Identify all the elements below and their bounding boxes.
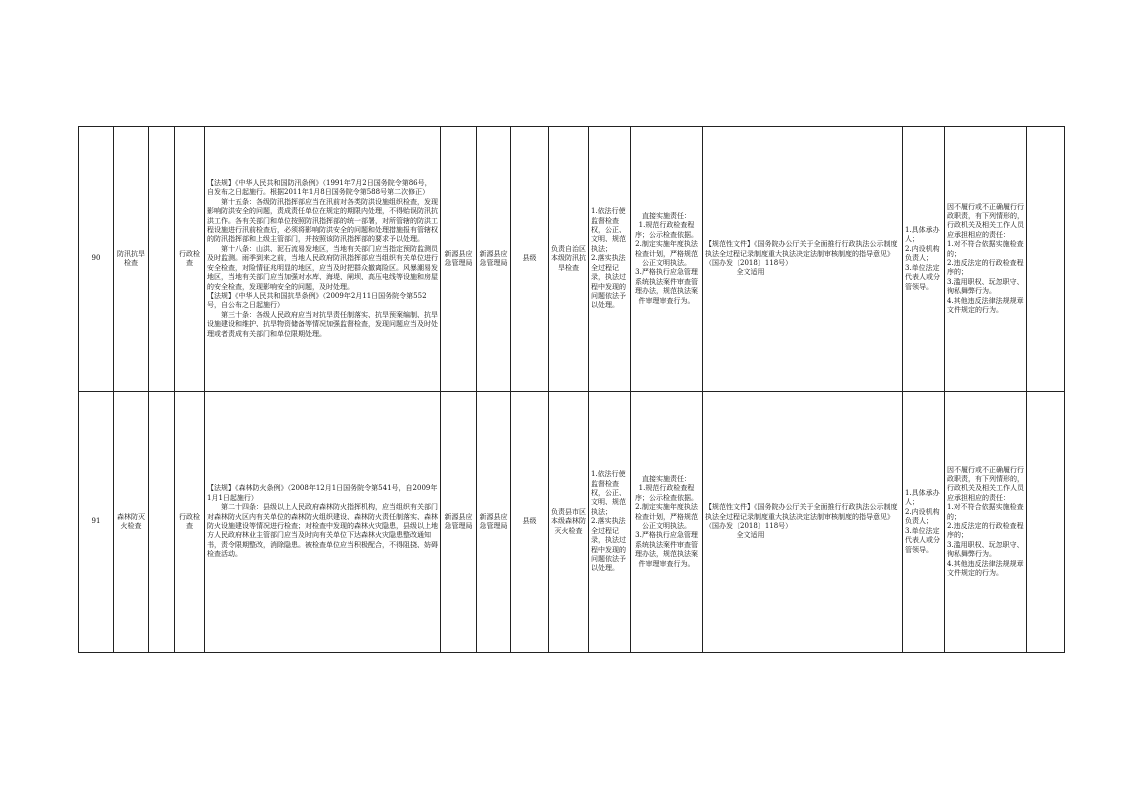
sub-item: 负责自治区本级防汛抗旱检查: [549, 127, 589, 392]
responsibility-line: 2.制定实施年度执法检查计划，严格规范公正文明执法。: [635, 240, 698, 267]
accountability-line: 因不履行或不正确履行行政职责，有下列情形的，行政机关及相关工作人员应承担相应的责任：: [947, 202, 1024, 239]
responsible-subject: [903, 127, 945, 392]
accountability-line: 4.其他违反法律法规规章文件规定的行为。: [947, 559, 1024, 578]
subject-line: 2.内设机构负责人；: [905, 507, 940, 526]
basis-line: 【法规】《森林防火条例》（2008年12月1日国务院令第541号，自2009年1月1日起施行）: [207, 484, 438, 502]
accountability-line: 1.对不符合依据实施检查的；: [947, 503, 1024, 521]
table-row: [79, 127, 1065, 392]
subject-line: 3.单位法定代表人或分管领导。: [905, 526, 940, 554]
basis-line: 【法规】《中华人民共和国抗旱条例》（2009年2月11日国务院令第552号，自公布之日起施行）: [207, 291, 427, 310]
duty-line: 2.落实执法全过程记录，执法过程中发现的问题依法予以处理。: [591, 517, 626, 573]
implementing-department: 新源县应急管理局: [441, 392, 477, 653]
subject-line: 3.单位法定代表人或分管领导。: [905, 263, 940, 291]
normative-document: [703, 392, 903, 653]
empty-cell: [1027, 127, 1065, 392]
accountability-line: 3.滥用职权、玩忽职守、徇私舞弊行为。: [947, 277, 1024, 296]
responsible-subject: [903, 392, 945, 653]
table-row: [79, 392, 1065, 653]
item-type: 行政检查: [175, 392, 205, 653]
basis-line: 第十八条：山洪、泥石流易发地区，当地有关部门应当指定预防监测员及时监测。雨季到来之前，当地人民政府防汛指挥部应当组织有关单位进行安全检查，对险情征兆明显的地区，应当及时把群众撤离险区。风暴潮易发地区，当地有关部门应当加强对水库、海堤、闸坝、高压电线等设施和房屋的安全检查，发现影响安全的问题，及时处理。: [207, 244, 438, 291]
normative-scope: 全文适用: [736, 268, 765, 277]
responsibility-line: 1.规范行政检查程序；公示检查依据。: [635, 221, 698, 239]
normative-document: [703, 127, 903, 392]
responsibility-line: 1.规范行政检查程序；公示检查依据。: [635, 484, 698, 502]
responsible-department: 新源县应急管理局: [477, 392, 511, 653]
duty-list: [589, 127, 631, 392]
duty-list: [589, 392, 631, 653]
basis-line: 第十五条：各级防汛指挥部应当在汛前对各类防洪设施组织检查，发现影响防洪安全的问题，责成责任单位在规定的期限内处理，不得贻误防汛抗洪工作。各有关部门和单位按照防汛指挥部的统一部署，对所管辖的防洪工程设施进行汛前检查后，必须将影响防洪安全的问题和处理措施报有管辖权的防汛指挥部和上级主管部门，并按照该防汛指挥部的要求予以处理。: [207, 197, 438, 244]
duty-line: 2.落实执法全过程记录，执法过程中发现的问题依法予以处理。: [591, 254, 626, 310]
legal-basis: [205, 127, 441, 392]
normative-title: 【规范性文件】《国务院办公厅关于全面推行行政执法公示制度执法全过程记录制度重大执法决定法制审核制度的指导意见》（国办发〔2018〕118号）: [705, 503, 898, 530]
empty-cell: [149, 127, 175, 392]
item-name: 防汛抗旱检查: [114, 127, 149, 392]
duty-line: 1.依法行使监督检查权，公正、文明、规范执法；: [591, 207, 626, 253]
accountability-line: 因不履行或不正确履行行政职责，有下列情形的，行政机关及相关工作人员应承担相应的责任：: [947, 465, 1024, 502]
implementing-department: 新源县应急管理局: [441, 127, 477, 392]
empty-cell: [149, 392, 175, 653]
sub-item: 负责县市区本级森林防灭火检查: [549, 392, 589, 653]
basis-line: 第二十四条：县级以上人民政府森林防火指挥机构，应当组织有关部门对森林防火区内有关单位的森林防火组织建设、森林防火责任制落实、森林防火设施建设等情况进行检查；对检查中发现的森林火灾隐患，县级以上地方人民政府林业主管部门应当及时向有关单位下达森林火灾隐患整改通知书，责令限期整改，消除隐患。被检查单位应当积极配合，不得阻挠、妨碍检查活动。: [207, 503, 438, 559]
legal-basis: [205, 392, 441, 653]
accountability-line: 1.对不符合依据实施检查的；: [947, 240, 1024, 258]
subject-line: 2.内设机构负责人；: [905, 244, 940, 263]
item-name: 森林防灭火检查: [114, 392, 149, 653]
accountability-line: 3.滥用职权、玩忽职守、徇私舞弊行为。: [947, 540, 1024, 559]
responsibility-line: 2.制定实施年度执法检查计划，严格规范公正文明执法。: [635, 503, 698, 530]
subject-line: 1.具体承办人；: [905, 226, 940, 244]
basis-line: 【法规】《中华人民共和国防汛条例》（1991年7月2日国务院令第86号，自发布之日起施行。根据2011年1月8日国务院令第588号第二次修正）: [207, 179, 432, 197]
exercise-level: 县级: [511, 127, 549, 392]
responsibility-line: 3.严格执行应急管理系统执法案件审查管理办法，规范执法案件审理审查行为。: [635, 531, 698, 568]
responsible-department: 新源县应急管理局: [477, 127, 511, 392]
accountability-line: 2.违反法定的行政检查程序的；: [947, 522, 1024, 540]
responsibility-list: [631, 127, 703, 392]
empty-cell: [1027, 392, 1065, 653]
accountability-line: 4.其他违反法律法规规章文件规定的行为。: [947, 296, 1024, 315]
item-number: 90: [79, 127, 114, 392]
accountability-line: 2.违反法定的行政检查程序的；: [947, 259, 1024, 277]
item-type: 行政检查: [175, 127, 205, 392]
responsibility-line: 直接实施责任：: [642, 211, 691, 220]
accountability: [945, 127, 1027, 392]
accountability: [945, 392, 1027, 653]
exercise-level: 县级: [511, 392, 549, 653]
duty-line: 1.依法行使监督检查权，公正、文明、规范执法；: [591, 470, 626, 516]
normative-scope: 全文适用: [736, 531, 765, 540]
power-list-table: [78, 126, 1065, 653]
subject-line: 1.具体承办人；: [905, 489, 940, 507]
item-number: 91: [79, 392, 114, 653]
responsibility-list: [631, 392, 703, 653]
responsibility-line: 直接实施责任：: [642, 474, 691, 483]
responsibility-line: 3.严格执行应急管理系统执法案件审查管理办法，规范执法案件审理审查行为。: [635, 268, 698, 305]
normative-title: 【规范性文件】《国务院办公厅关于全面推行行政执法公示制度执法全过程记录制度重大执法决定法制审核制度的指导意见》（国办发〔2018〕118号）: [705, 240, 898, 267]
basis-line: 第三十条：各级人民政府应当对抗旱责任制落实、抗旱预案编制、抗旱设施建设和维护、抗旱物资储备等情况加强监督检查，发现问题应当及时处理或者责成有关部门和单位限期处理。: [207, 310, 438, 338]
